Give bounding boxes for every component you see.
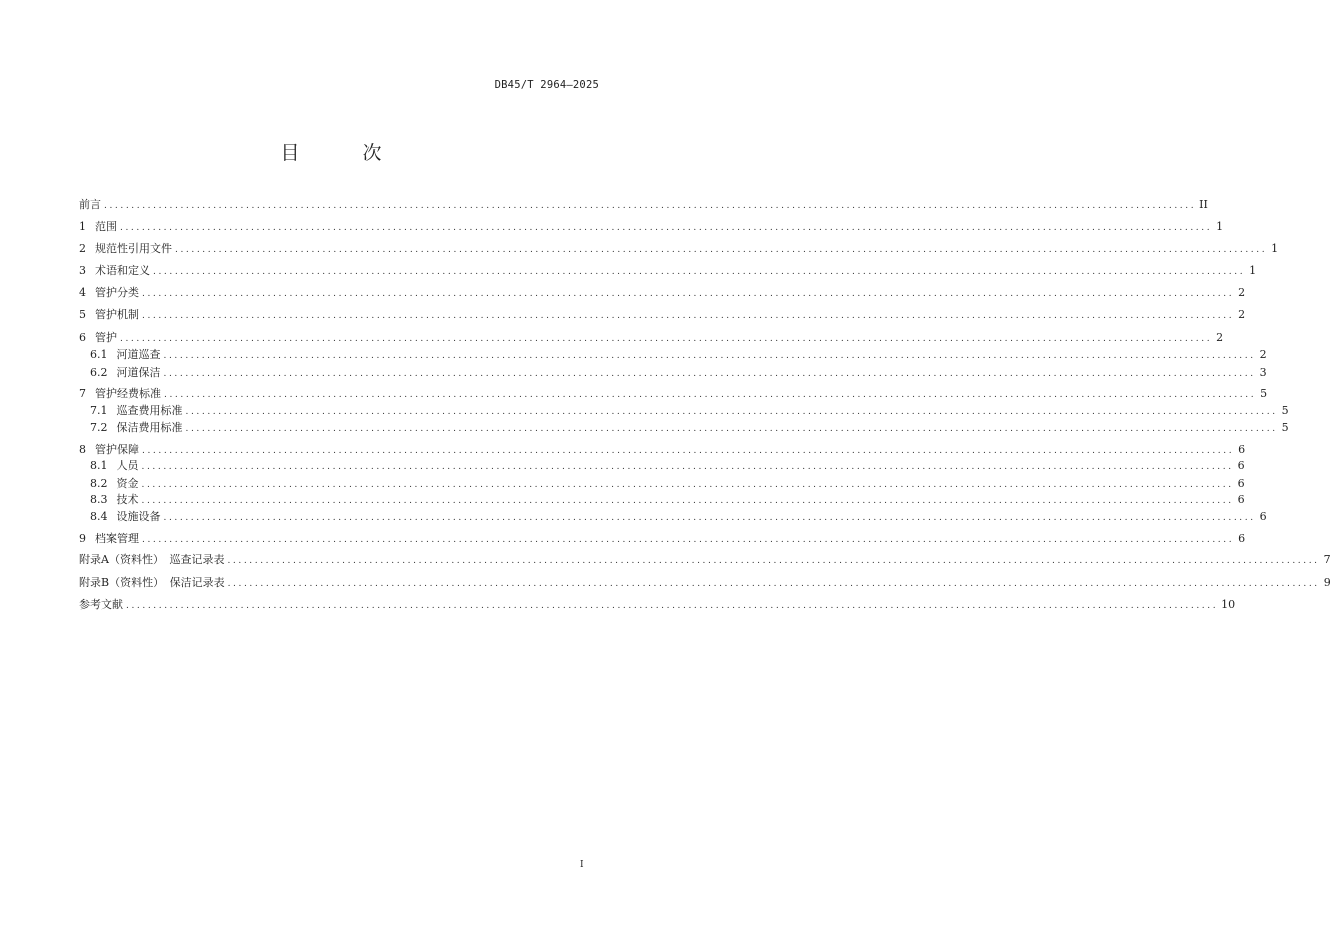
- toc-entry-page: 5: [1281, 421, 1289, 434]
- toc-entry[interactable]: [79, 510, 1267, 523]
- toc-leader-dots: ........................................................................................................................................................................................................: [142, 289, 1235, 299]
- toc-entry-label: 管护机制: [95, 308, 139, 321]
- toc-entry[interactable]: [79, 443, 1246, 456]
- toc-entry-number: 8: [79, 443, 86, 456]
- toc-entry-label: 规范性引用文件: [95, 242, 172, 255]
- toc-entry[interactable]: [79, 404, 1289, 417]
- toc-entry-label: 河道保洁: [116, 366, 161, 379]
- toc-entry-page: 6: [1237, 493, 1245, 506]
- toc-entry-page: 2: [1238, 308, 1246, 321]
- toc-entry[interactable]: [79, 264, 1257, 277]
- toc-entry-number: 7: [79, 387, 86, 400]
- toc-entry[interactable]: [79, 308, 1246, 321]
- toc-entry-label: 管护保障: [95, 443, 139, 456]
- toc-leader-dots: ........................................................................................................................................................................................................: [163, 369, 1256, 379]
- toc-entry-label: 档案管理: [95, 532, 139, 545]
- toc-entry[interactable]: [79, 348, 1267, 361]
- toc-entry-number: 8.3: [90, 493, 108, 506]
- toc-entry-label: 设施设备: [116, 510, 161, 523]
- toc-entry-number: 6.1: [90, 348, 108, 361]
- toc-entry-label: 管护分类: [95, 286, 139, 299]
- toc-leader-dots: ........................................................................................................................................................................................................: [141, 480, 1234, 490]
- toc-entry-page: 5: [1281, 404, 1289, 417]
- toc-entry[interactable]: [79, 220, 1224, 233]
- toc-entry-label: 参考文献: [79, 598, 123, 611]
- toc-leader-dots: ........................................................................................................................................................................................................: [164, 390, 1257, 400]
- toc-leader-dots: ........................................................................................................................................................................................................: [163, 513, 1256, 523]
- toc-entry[interactable]: [79, 242, 1279, 255]
- toc-entry-page: 1: [1216, 220, 1224, 233]
- toc-entry-label: 术语和定义: [95, 264, 150, 277]
- page-title: 目 次: [280, 142, 404, 164]
- toc-entry-number: 8.2: [90, 477, 108, 490]
- toc-leader-dots: ........................................................................................................................................................................................................: [153, 267, 1246, 277]
- toc-leader-dots: ........................................................................................................................................................................................................: [142, 446, 1235, 456]
- toc-entry-page: 10: [1221, 598, 1236, 611]
- toc-entry-page: 6: [1237, 459, 1245, 472]
- toc-leader-dots: ........................................................................................................................................................................................................: [126, 601, 1219, 611]
- toc-entry[interactable]: [79, 331, 1224, 344]
- toc-leader-dots: ........................................................................................................................................................................................................: [104, 201, 1197, 211]
- toc-entry-number: 7.2: [90, 421, 108, 434]
- toc-entry-number: 8.4: [90, 510, 108, 523]
- toc-entry-number: 9: [79, 532, 86, 545]
- toc-leader-dots: ........................................................................................................................................................................................................: [185, 407, 1278, 417]
- toc-entry[interactable]: [79, 493, 1245, 506]
- toc-entry-page: 6: [1238, 532, 1246, 545]
- toc-entry[interactable]: [79, 576, 1331, 589]
- toc-leader-dots: ........................................................................................................................................................................................................: [142, 311, 1235, 321]
- toc-entry[interactable]: [79, 459, 1245, 472]
- toc-entry-number: 1: [79, 220, 86, 233]
- toc-entry-page: 2: [1238, 286, 1246, 299]
- toc-entry-label: 资金: [116, 477, 139, 490]
- toc-entry-page: 6: [1238, 443, 1246, 456]
- toc-leader-dots: ........................................................................................................................................................................................................: [227, 579, 1320, 589]
- toc-entry[interactable]: [79, 366, 1267, 379]
- toc-leader-dots: ........................................................................................................................................................................................................: [120, 223, 1213, 233]
- toc-entry[interactable]: [79, 598, 1236, 611]
- toc-entry-label: 技术: [116, 493, 139, 506]
- toc-leader-dots: ........................................................................................................................................................................................................: [175, 245, 1268, 255]
- toc-entry-label: 人员: [116, 459, 139, 472]
- toc-entry-number: 6: [79, 331, 86, 344]
- toc-entry-label: 管护: [95, 331, 117, 344]
- toc-entry-page: 6: [1237, 477, 1245, 490]
- toc-entry-page: 3: [1259, 366, 1267, 379]
- toc-leader-dots: ........................................................................................................................................................................................................: [163, 351, 1256, 361]
- toc-entry-page: 5: [1260, 387, 1268, 400]
- toc-entry-label: 范围: [95, 220, 117, 233]
- toc-entry-label: 河道巡查: [116, 348, 161, 361]
- toc-entry[interactable]: [79, 553, 1331, 566]
- toc-leader-dots: ........................................................................................................................................................................................................: [141, 496, 1234, 506]
- toc-entry-number: 6.2: [90, 366, 108, 379]
- toc-entry[interactable]: [79, 532, 1246, 545]
- toc-entry-label: 附录A（资料性） 巡查记录表: [79, 553, 225, 566]
- toc-entry-number: 4: [79, 286, 86, 299]
- toc-entry[interactable]: [79, 477, 1245, 490]
- toc-leader-dots: ........................................................................................................................................................................................................: [142, 535, 1235, 545]
- toc-entry[interactable]: [79, 387, 1268, 400]
- toc-leader-dots: ........................................................................................................................................................................................................: [141, 462, 1234, 472]
- toc-entry-page: 1: [1249, 264, 1257, 277]
- toc-entry-label: 巡查费用标准: [116, 404, 183, 417]
- toc-entry-number: 5: [79, 308, 86, 321]
- toc-entry-label: 保洁费用标准: [116, 421, 183, 434]
- toc-entry-page: 7: [1323, 553, 1331, 566]
- toc-entry-page: 1: [1271, 242, 1279, 255]
- toc-leader-dots: ........................................................................................................................................................................................................: [120, 334, 1213, 344]
- toc-entry[interactable]: [79, 286, 1246, 299]
- toc-entry[interactable]: [79, 421, 1289, 434]
- toc-entry-page: 2: [1216, 331, 1224, 344]
- toc-leader-dots: ........................................................................................................................................................................................................: [227, 556, 1320, 566]
- toc-entry-page: 9: [1323, 576, 1331, 589]
- toc-leader-dots: ........................................................................................................................................................................................................: [185, 424, 1278, 434]
- toc-entry-number: 3: [79, 264, 86, 277]
- toc-entry-page: II: [1199, 198, 1208, 211]
- standard-code: DB45/T 2964—2025: [494, 79, 599, 91]
- toc-entry-label: 前言: [79, 198, 101, 211]
- toc-entry-page: 2: [1259, 348, 1267, 361]
- toc-entry-page: 6: [1259, 510, 1267, 523]
- toc-entry[interactable]: [79, 198, 1208, 211]
- toc-entry-label: 管护经费标准: [95, 387, 161, 400]
- toc-entry-number: 7.1: [90, 404, 108, 417]
- toc-entry-number: 2: [79, 242, 86, 255]
- toc-entry-number: 8.1: [90, 459, 108, 472]
- toc-entry-label: 附录B（资料性） 保洁记录表: [79, 576, 225, 589]
- page-number: I: [580, 860, 584, 870]
